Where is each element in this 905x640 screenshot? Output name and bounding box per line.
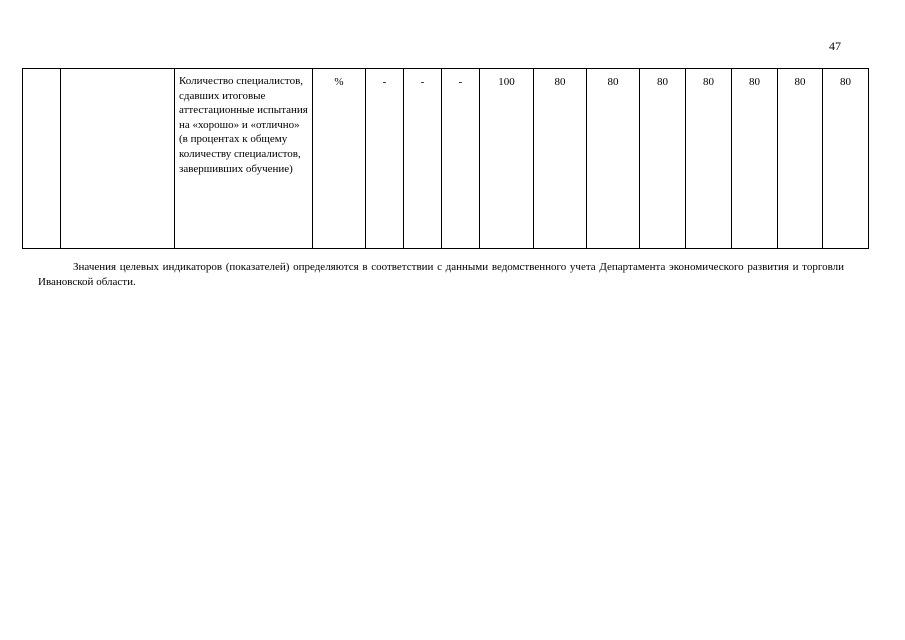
value-cell: 80	[823, 69, 869, 249]
value-cell: 80	[778, 69, 823, 249]
value-cell: 80	[534, 69, 587, 249]
value-cell: 100	[480, 69, 534, 249]
value-cell: 80	[732, 69, 778, 249]
task-cell	[61, 69, 175, 249]
value-cell: 80	[686, 69, 732, 249]
value-cell: 80	[640, 69, 686, 249]
row-number-cell	[23, 69, 61, 249]
note-paragraph	[38, 260, 844, 289]
unit-cell: %	[313, 69, 366, 249]
value-cell: 80	[587, 69, 640, 249]
note-text: Значения целевых индикаторов (показателей) определяются в соответствии с данными ведомственного учета Департамента экономического развития и торговли Ивановской области.	[38, 261, 844, 288]
indicator-name-cell: Количество специалистов, сдавших итоговые аттестационные испытания на «хорошо» и «отлично» (в процентах к общему количеству специалистов, завершивших обучение)	[175, 69, 313, 249]
value-cell: -	[442, 69, 480, 249]
page-number: 47	[829, 39, 841, 53]
value-cell: -	[404, 69, 442, 249]
indicators-table	[22, 68, 869, 249]
table-row	[23, 69, 869, 249]
value-cell: -	[366, 69, 404, 249]
